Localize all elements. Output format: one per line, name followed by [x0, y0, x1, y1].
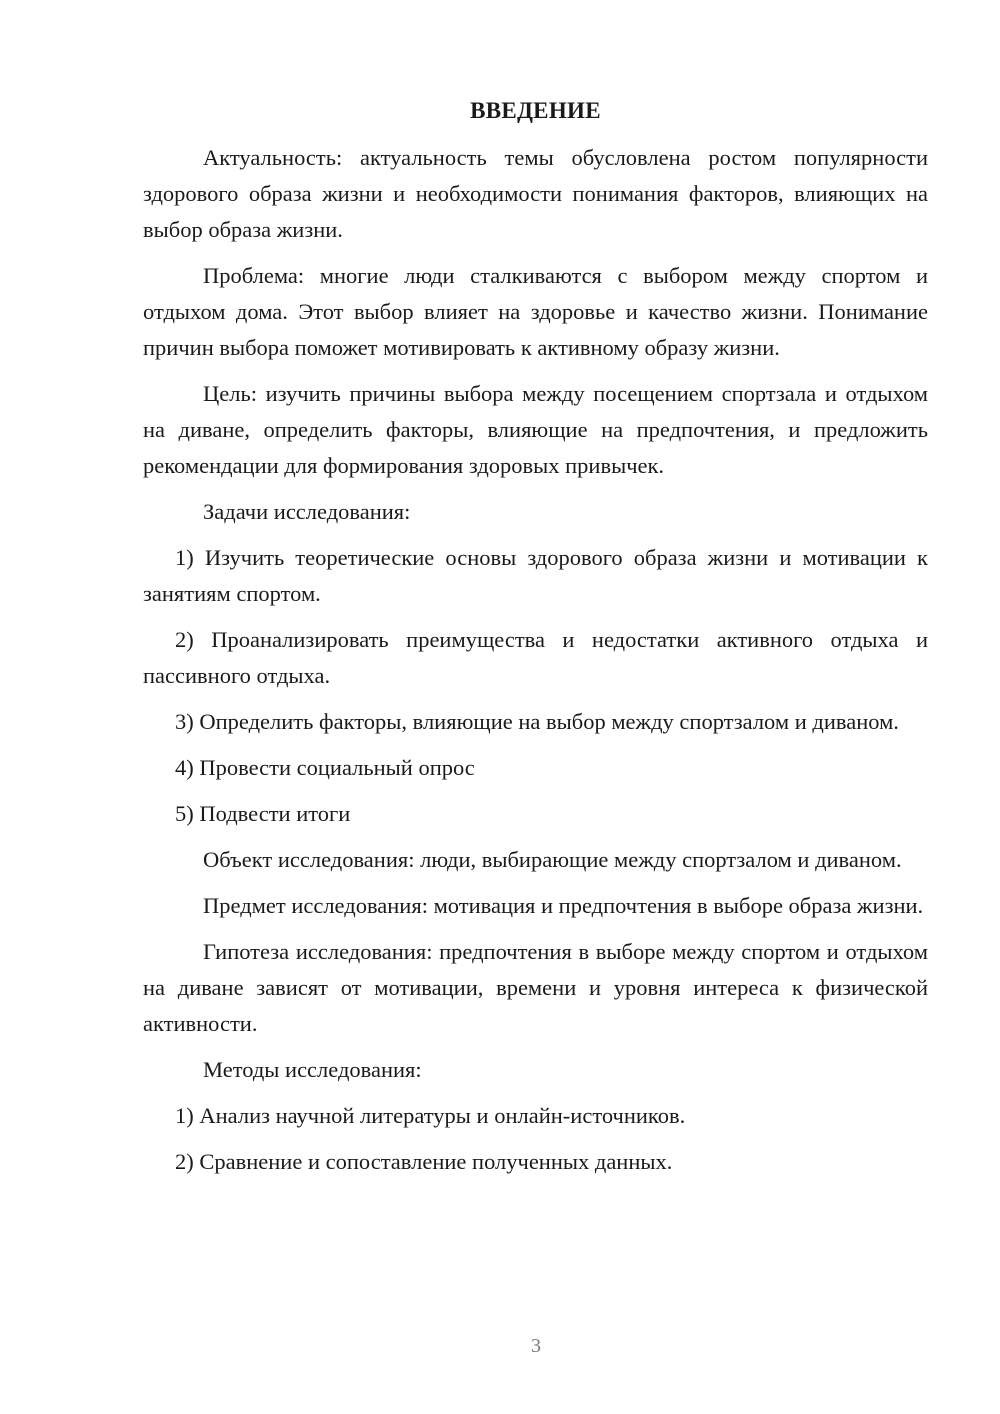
task-item: 4) Провести социальный опрос — [175, 755, 475, 780]
task-item: 3) Определить факторы, влияющие на выбор между спортзалом и диваном. — [175, 709, 899, 734]
method-item: 1) Анализ научной литературы и онлайн-источников. — [175, 1103, 686, 1128]
task-item: 5) Подвести итоги — [175, 801, 351, 826]
methods-heading: Методы исследования: — [203, 1057, 422, 1082]
relevance-paragraph: Актуальность: актуальность темы обусловлена ростом популярности здорового образа жизни и необходимости понимания факторов, влияющих на выбор образа жизни. — [143, 145, 928, 242]
hypothesis-paragraph: Гипотеза исследования: предпочтения в выборе между спортом и отдыхом на диване зависят от мотивации, времени и уровня интереса к физической активности. — [143, 939, 928, 1036]
problem-paragraph: Проблема: многие люди сталкиваются с выбором между спортом и отдыхом дома. Этот выбор влияет на здоровье и качество жизни. Понимание причин выбора поможет мотивировать к активному образу жизни. — [143, 263, 928, 360]
object-paragraph: Объект исследования: люди, выбирающие между спортзалом и диваном. — [203, 847, 902, 872]
section-title: ВВЕДЕНИЕ — [470, 98, 601, 123]
task-item: 1) Изучить теоретические основы здорового образа жизни и мотивации к занятиям спортом. — [143, 545, 928, 606]
goal-paragraph: Цель: изучить причины выбора между посещением спортзала и отдыхом на диване, определить факторы, влияющие на предпочтения, и предложить рекомендации для формирования здоровых привычек. — [143, 381, 928, 478]
method-item: 2) Сравнение и сопоставление полученных данных. — [175, 1149, 673, 1174]
task-item: 2) Проанализировать преимущества и недостатки активного отдыха и пассивного отдыха. — [143, 627, 928, 688]
document-body — [143, 94, 928, 1190]
page-number: 3 — [531, 1335, 541, 1357]
subject-paragraph: Предмет исследования: мотивация и предпочтения в выборе образа жизни. — [203, 893, 924, 918]
tasks-heading: Задачи исследования: — [203, 499, 411, 524]
